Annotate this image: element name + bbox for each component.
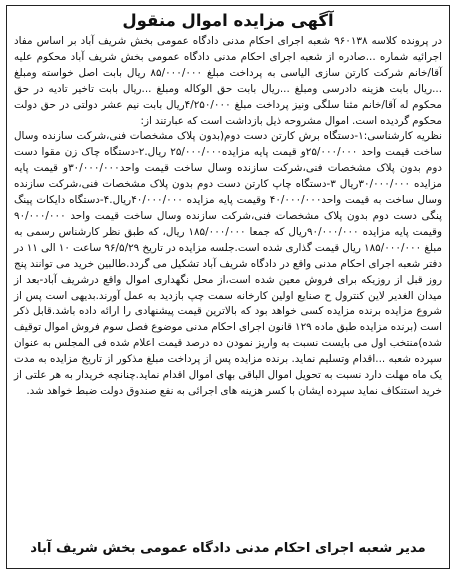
- notice-signature: مدیر شعبه اجرای احکام مدنی دادگاه عمومی بخش شریف آباد: [30, 541, 426, 556]
- notice-body: [7, 34, 449, 400]
- notice-paragraph-assets: نظریه کارشناسی:۱-دستگاه برش کارتن دست دوم(بدون پلاک مشخصات فنی،شرکت سازنده وسال ساخت قیمت واحد ۲۵/۰۰۰/۰۰۰و قیمت پایه مزایده۲۵/۰۰۰/۰۰۰ ریال.۲-دستگاه چاک زن مقوا دست دوم بدون پلاک مشخصات فنی،شرکت سازنده وسال ساخت قیمت واحد۳۰/۰۰۰/۰۰۰و قیمت پایه مزایده ۳۰/۰۰۰/۰۰۰ریال ۳-دستگاه چاپ کارتن دست دوم بدون پلاک مشخصات فنی،شرکت سازنده وسال ساخت به قیمت واحد۴۰/۰۰۰/۰۰۰ وقیمت پایه مزایده ۴۰/۰۰۰/۰۰۰ریال.۴-دستگاه دایکات پینگ پنگی دست دوم بدون پلاک مشخصات فنی،شرکت سازنده وسال ساخت قیمت واحد ۹۰/۰۰۰/۰۰۰ وقیمت پایه مزایده ۹۰/۰۰۰/۰۰۰ریال که جمعا ۱۸۵/۰۰۰/۰۰۰ ریال، که طبق نظر کارشناس رسمی به مبلغ ۱۸۵/۰۰۰/۰۰۰ ریال قیمت گذاری شده است.جلسه مزایده در تاریخ ۹۶/۵/۲۹ ساعت ۱۰ الی ۱۱ در دفتر شعبه اجرای احکام مدنی واقع در دادگاه شریف آباد تشکیل می گردد.طالبین خرید می توانند پنج روز قبل از روزیکه برای فروش معین شده است،از محل نگهداری اموال واقع درشریف آباد-بعد از میدان الغدیر لاین کنترول ح صنایع اولین کارخانه سمت چپ بازدید به عمل آورند.بدیهی است پس از شروع مزایده برنده مزایده کسی خواهد بود که بالاترین قیمت پیشنهادی را ارائه داده باشد.قابل ذکر است (برنده مزایده طبق ماده ۱۲۹ قانون اجرای احکام مدنی موضوع فصل سوم فروش اموال توقیف شده)منتخب اول می بایست نسبت به واریز نمودن ده درصد قیمت اعلام شده فی المجلس به عنوان سپرده شعبه ...اقدام وتسلیم نماید. برنده مزایده پس از پرداخت مبلغ مذکور از تاریخ مزایده به مدت یک ماه مهلت دارد نسبت به تحویل اموال الباقی بهای اموال اقدام نماید.چنانچه خریدار به هر علتی از خرید استنکاف نماید سپرده ایشان با کسر هزینه های اجرائی به نفع صندوق دولت ضبط خواهد شد.: [14, 130, 443, 397]
- notice-frame: [6, 5, 450, 569]
- notice-paragraph-case: در پرونده کلاسه ۹۶۰۱۳۸ شعبه اجرای احکام مدنی دادگاه عمومی بخش شریف آباد بر اساس مفاد اجرائیه شماره ...صادره از شعبه اجرای احکام مدنی دادگاه عمومی بخش شریف آباد محکوم علیه آقا/خانم شرکت کارتن سازی الیاسی به پرداخت مبلغ ۸۵/۰۰۰/۰۰۰ ریال بابت اصل خواسته ومبلغ ...ریال بابت هزینه دادرسی ومبلغ ...ریال بابت حق الوکاله ومبلغ ...ریال بابت تاخیر تادیه در حق محکوم له آقا/خانم مثنا سلگی ونیز پرداخت مبلغ ۴/۲۵۰/۰۰۰ریال بابت نیم عشر دولتی در حق دولت محکوم گردیده است. اموال مشروحه ذیل بازداشت است که عبارتند از:: [14, 35, 442, 127]
- notice-title: آگهی مزایده اموال منقول: [122, 11, 334, 30]
